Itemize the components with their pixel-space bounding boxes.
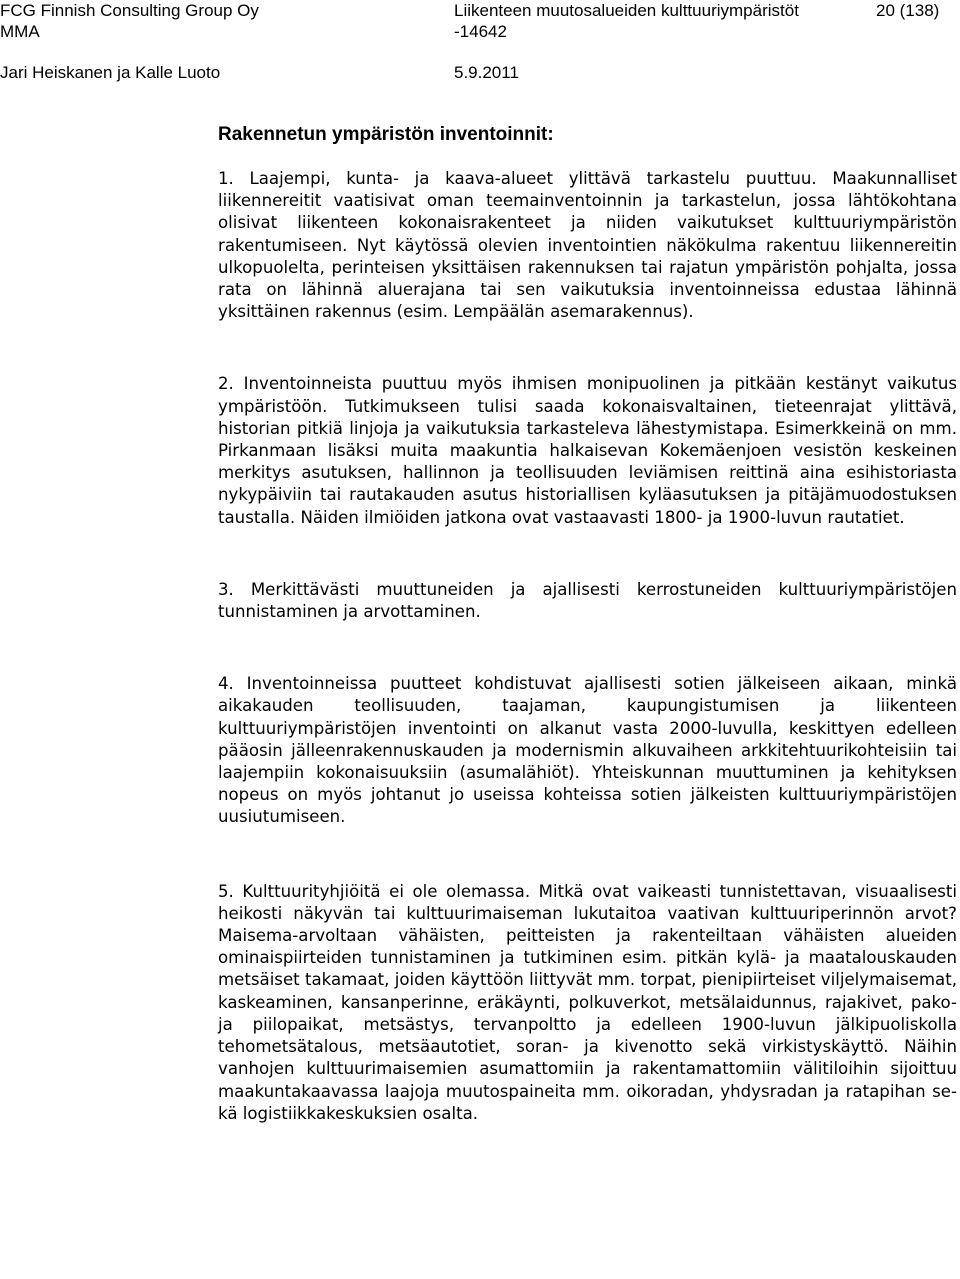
header-project-code: -14642 [454,22,507,41]
document-body [218,124,957,1125]
header-page-number: 20 (138) [876,1,940,20]
paragraph-2: 2. Inventoinneista puuttuu myös ihmisen monipuolinen ja pitkään kestänyt vaikutus ympäristöön. Tutkimukseen tulisi saada kokonaisvaltainen, tieteenrajat ylittävä, historian pitkiä linjoja ja vaikutuksia tarkasteleva lähestymistapa. Esimerkkeinä on mm. Pirkanmaan lisäksi muita maakuntia halkaisevan Kokemäenjoen vesistön keskeinen merkitys asutuksen, hallinnon ja teollisuuden leviämisen reittinä aina esihistoriasta nykypäiviin tai rautakauden asutus historiallisen kyläasutuksen ja pitäjämuodostuksen taustalla. Näiden ilmiöiden jatkona ovat vastaavasti 1800- ja 1900-luvun rautatiet. [218,374,957,527]
page-header [0,0,960,90]
header-company: FCG Finnish Consulting Group Oy [0,1,259,20]
paragraph-3: 3. Merkittävästi muuttuneiden ja ajallisesti kerrostuneiden kulttuuriympäristöjen tunnistaminen ja arvottaminen. [218,579,957,622]
header-date: 5.9.2011 [454,63,519,82]
paragraph-1: 1. Laajempi, kunta- ja kaava-alueet ylittävä tarkastelu puuttuu. Maakunnalliset liikennereitit vaatisivat oman teemainventoinnin ja tarkastelun, jossa lähtökohtana olisivat liikenteen kokonaisrakenteet ja niiden vaikutukset kulttuuriympäristön rakentumiseen. Nyt käytössä olevien inventointien näkökulma rakentuu liikennereitin ulkopuolelta, perinteisen yksittäisen rakennuksen tai rajatun ympäristön pohjalta, jossa rata on lähinnä aluerajana tai sen vaikutuksia inventoinneissa edustaa lähinnä yksittäinen rakennus (esim. Lempäälän asemarakennus). [218,169,957,322]
header-document-title: Liikenteen muutosalueiden kulttuuriympäristöt [454,1,799,20]
paragraph-4: 4. Inventoinneissa puutteet kohdistuvat ajallisesti sotien jälkeiseen aikaan, minkä aikakauden teollisuuden, taajaman, kaupungistumisen ja liikenteen kulttuuriympäristöjen inventointi on alkanut vasta 2000-luvulla, keskittyen edelleen pääosin jälleenrakennuskauden ja modernismin alkuvaiheen arkkitehtuurikohteisiin tai laajempiin kokonaisuuksiin (asumalähiöt). Yhteiskunnan muuttuminen ja kehityksen nopeus on myös johtanut jo useissa kohteissa sotien jälkeisten kulttuuriympäristöjen uusiutumiseen. [218,674,957,827]
header-department: MMA [0,22,40,41]
header-authors: Jari Heiskanen ja Kalle Luoto [0,63,221,82]
paragraph-5: 5. Kulttuurityhjiöitä ei ole olemassa. Mitkä ovat vaikeasti tunnistettavan, visuaalisesti heikosti näkyvän tai kulttuurimaiseman lukutaitoa vaativan kulttuuriperinnön arvot? Maisema-arvoltaan vähäisten, peitteisten ja rakenteiltaan vähäisten alueiden ominaispiirteiden tunnistaminen ja tutkiminen esim. pitkän kylä- ja maatalouskauden metsäiset takamaat, joiden käyttöön liittyvät mm. torpat, pienipiirteiset viljelymaisemat, kaskeaminen, kansanperinne, eräkäynti, polkuverkot, metsälaidunnus, rajakivet, pako- ja piilopaikat, metsästys, tervanpoltto ja edelleen 1900-luvun jälkipuoliskolla tehometsätalous, metsäautotiet, soran- ja kivenotto sekä virkistyskäyttö. Näihin vanhojen kulttuurimaisemien asumattomiin ja rakentamattomiin välitiloihin sijoittuu maakuntakaavassa laajoja muutospaineita mm. oikoradan, yhdysradan ja ratapihan sekä logistiikkakeskuksien osalta. [218,881,957,1123]
section-heading: Rakennetun ympäristön inventoinnit: [218,124,554,145]
